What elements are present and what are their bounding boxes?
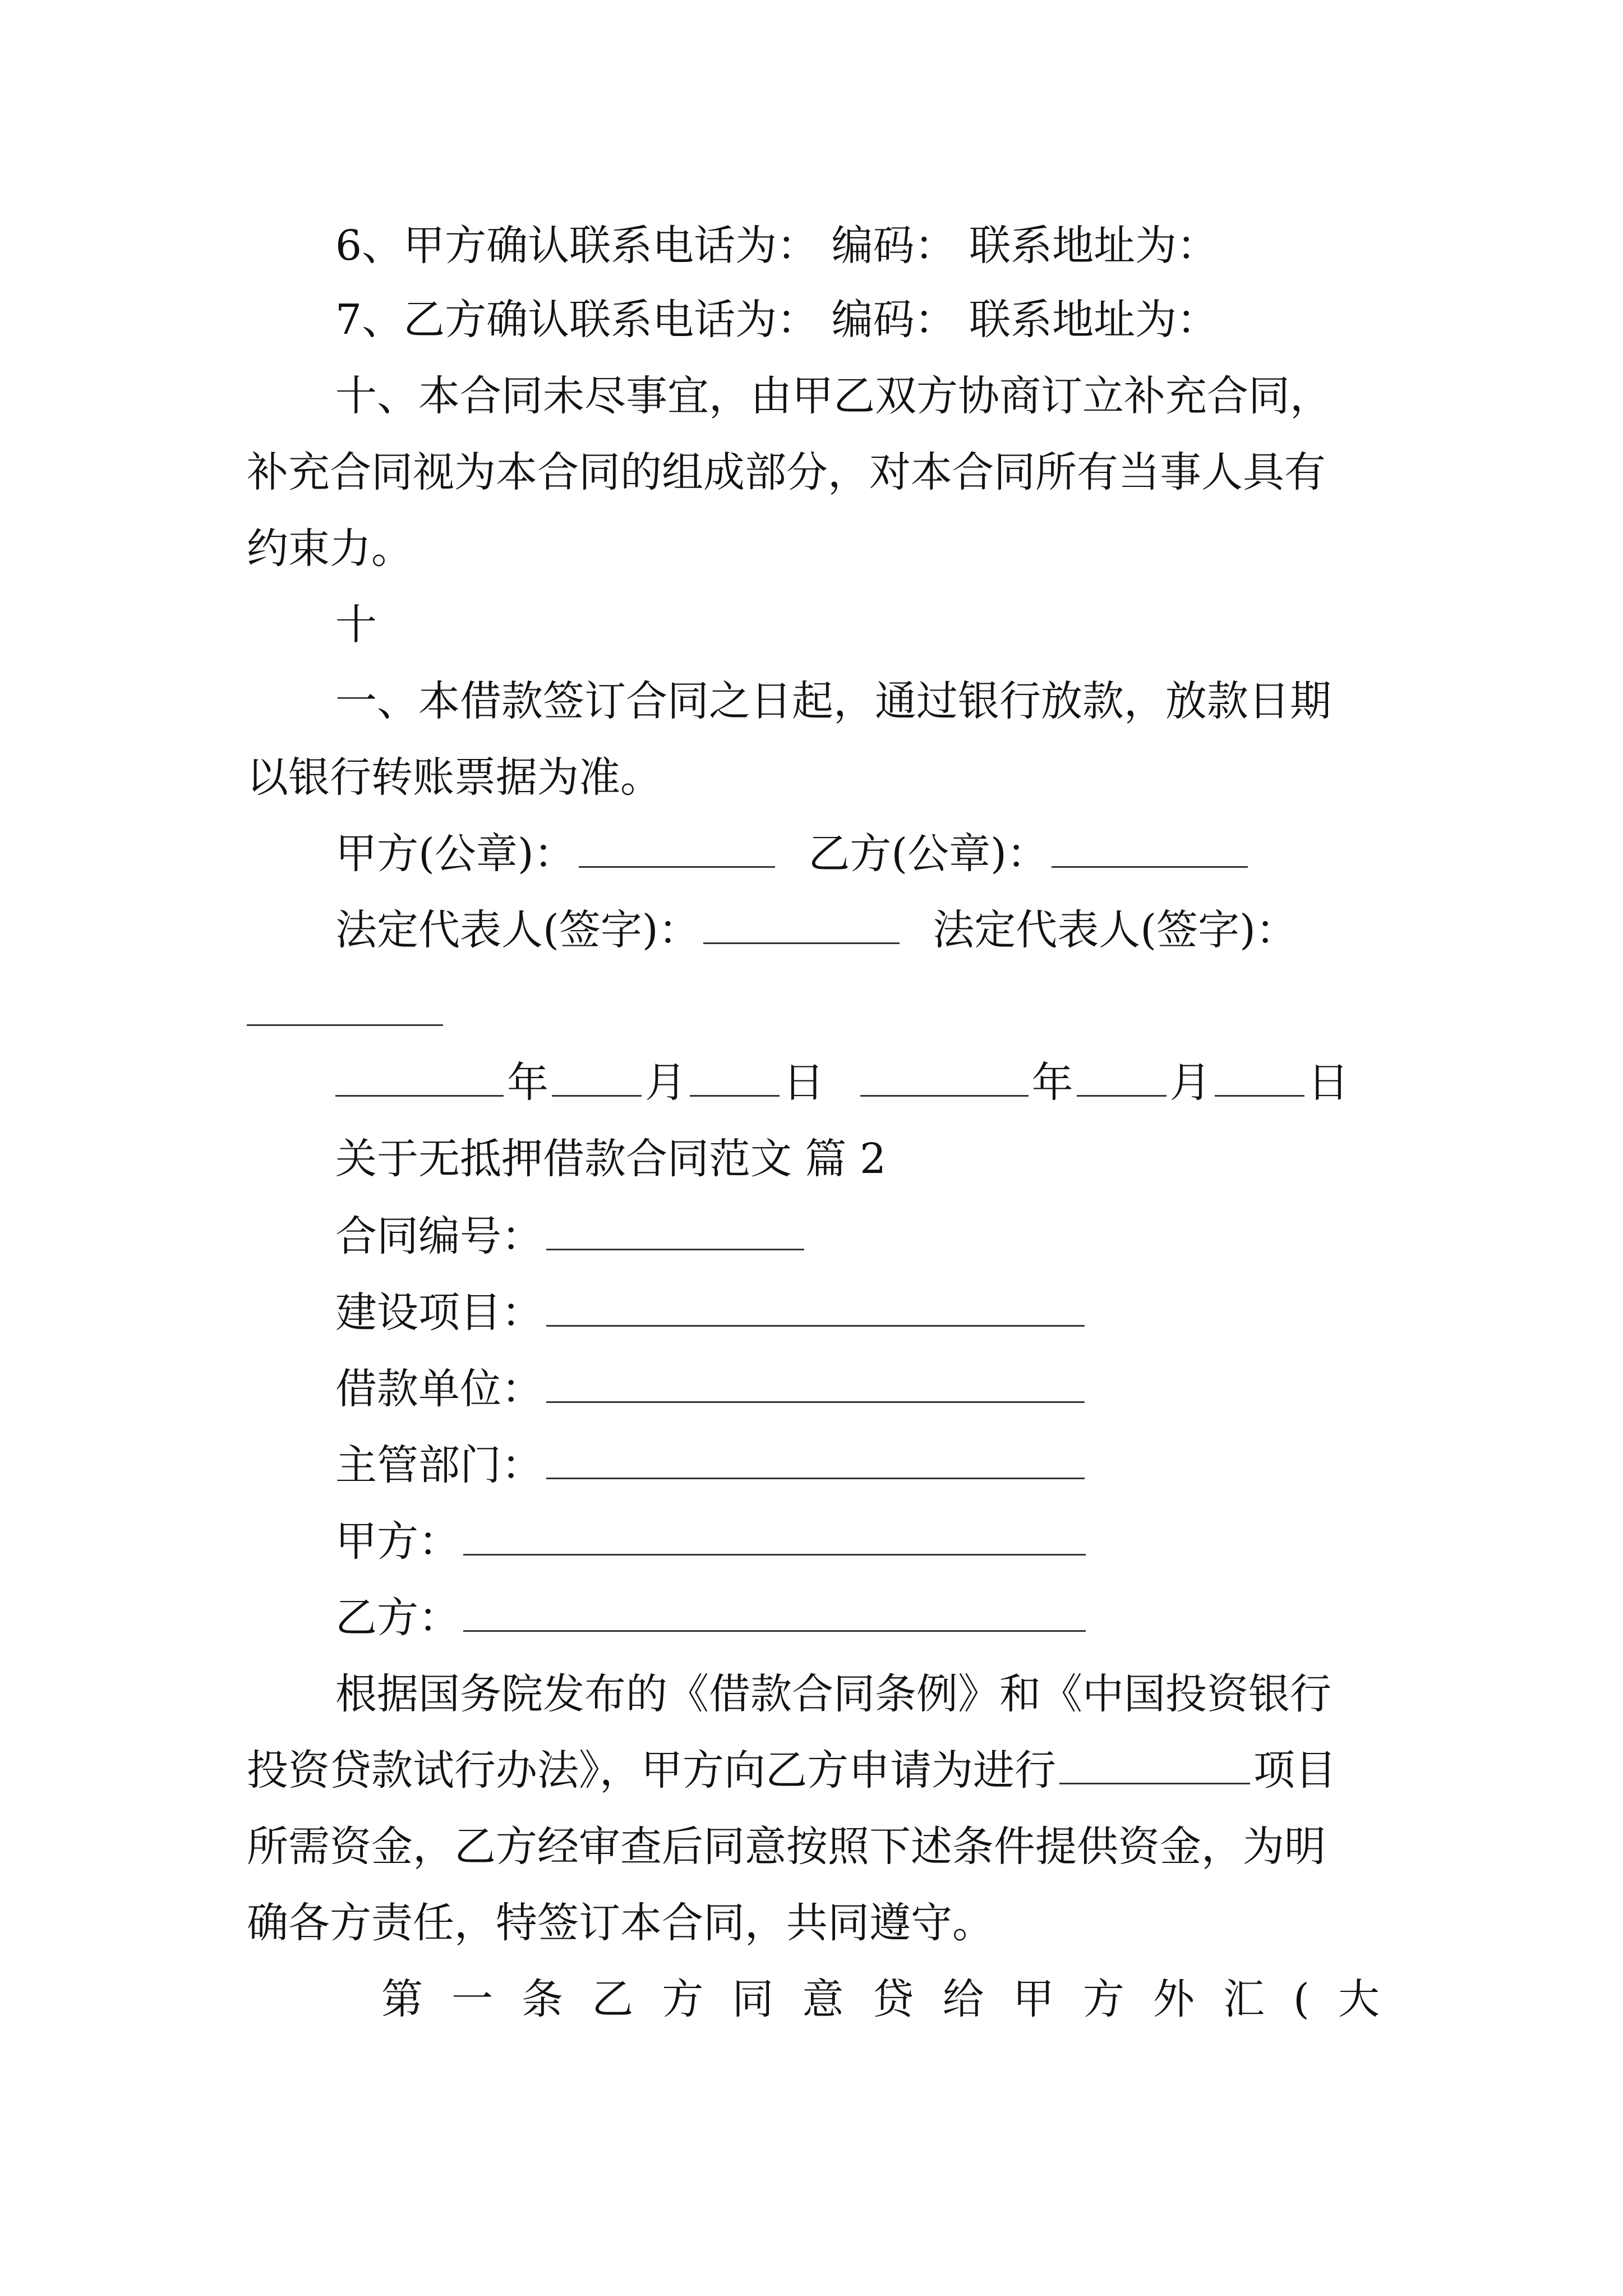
year-b-blank[interactable] xyxy=(860,1059,1029,1097)
department-field xyxy=(335,1437,1088,1493)
month-b-label: 月 xyxy=(1169,1059,1211,1107)
party-b-seal-label: 乙方(公章)： xyxy=(808,830,1049,878)
department-blank[interactable] xyxy=(546,1442,1085,1479)
clause-10-line-2: 补充合同视为本合同的组成部分，对本合同所有当事人具有 xyxy=(247,448,1326,496)
month-a-blank[interactable] xyxy=(552,1059,642,1097)
preamble-line-2 xyxy=(247,1742,1336,1798)
party-a-seal-blank[interactable] xyxy=(579,830,775,868)
preamble-line-3: 所需资金，乙方经审查后同意按照下述条件提供资金，为明 xyxy=(247,1823,1326,1871)
legal-rep-line xyxy=(335,902,1297,958)
clause-10-line-1 xyxy=(335,368,1404,424)
month-a-label: 月 xyxy=(645,1059,686,1107)
day-b-blank[interactable] xyxy=(1215,1059,1304,1097)
clause-6: 6、甲方确认联系电话为： 编码： 联系地址为： xyxy=(335,222,1219,270)
contract-no-blank[interactable] xyxy=(546,1213,804,1250)
preamble-line-1: 根据国务院发布的《借款合同条例》和《中国投资银行 xyxy=(335,1670,1331,1718)
clause-11-line-2: 以银行转账票据为准。 xyxy=(247,753,662,802)
article-1-char: 甲 xyxy=(1012,1975,1054,2023)
borrower-blank[interactable] xyxy=(546,1365,1085,1403)
party-a-field xyxy=(335,1513,1089,1570)
project-name-blank[interactable] xyxy=(1059,1747,1250,1784)
party-a-blank[interactable] xyxy=(463,1518,1086,1556)
clause-10-text-1: 十、本合同未尽事宜，由甲乙双方协商订立补充合同， xyxy=(335,372,1331,420)
article-1-char: 方 xyxy=(662,1975,704,2023)
legal-rep-b-label: 法定代表人(签字)： xyxy=(933,906,1298,954)
clause-7: 7、乙方确认联系电话为： 编码： 联系地址为： xyxy=(335,296,1219,344)
legal-rep-a-blank[interactable] xyxy=(703,907,900,944)
day-a-blank[interactable] xyxy=(690,1059,780,1097)
article-1-char: 汇 xyxy=(1223,1975,1265,2023)
borrower-label: 借款单位： xyxy=(335,1365,543,1413)
party-b-blank[interactable] xyxy=(463,1594,1086,1632)
section-2-title: 关于无抵押借款合同范文 篇 2 xyxy=(335,1135,887,1183)
legal-rep-a-label: 法定代表人(签字)： xyxy=(335,906,700,954)
article-1-char: 贷 xyxy=(872,1975,914,2023)
article-1-line xyxy=(381,1971,1380,2027)
seal-line xyxy=(335,826,1251,882)
article-1-char: 意 xyxy=(802,1975,844,2023)
article-1-char: 外 xyxy=(1152,1975,1195,2023)
article-1-char: 方 xyxy=(1082,1975,1124,2023)
preamble-line-2-text: 投资贷款试行办法》，甲方向乙方申请为进行 xyxy=(247,1746,1056,1795)
legal-rep-b-blank[interactable] xyxy=(247,1024,443,1026)
article-1-char: 大 xyxy=(1338,1975,1380,2023)
year-b-label: 年 xyxy=(1031,1059,1073,1107)
clause-11-number: 十 xyxy=(335,601,377,649)
article-1-char: 条 xyxy=(522,1975,564,2023)
party-b-label: 乙方： xyxy=(335,1594,460,1642)
article-1-char: 同 xyxy=(732,1975,774,2023)
article-1-char: ( xyxy=(1293,1975,1310,2023)
clause-11-line-1: 一、本借款签订合同之日起，通过银行放款，放款日期 xyxy=(335,677,1331,725)
clause-10-line-3: 约束力。 xyxy=(247,524,413,573)
project-field xyxy=(335,1285,1088,1341)
party-b-field xyxy=(335,1590,1089,1646)
party-a-seal-label: 甲方(公章)： xyxy=(335,830,575,878)
department-label: 主管部门： xyxy=(335,1441,543,1489)
day-b-label: 日 xyxy=(1307,1059,1349,1107)
party-b-seal-blank[interactable] xyxy=(1052,830,1248,868)
year-a-label: 年 xyxy=(507,1059,548,1107)
contract-no-label: 合同编号： xyxy=(335,1212,543,1260)
party-a-label: 甲方： xyxy=(335,1517,460,1566)
month-b-blank[interactable] xyxy=(1077,1059,1166,1097)
day-a-label: 日 xyxy=(783,1059,824,1107)
article-1-char: 给 xyxy=(942,1975,984,2023)
article-1-char: 一 xyxy=(451,1975,494,2023)
article-1-char: 乙 xyxy=(592,1975,634,2023)
contract-no-field xyxy=(335,1208,808,1264)
article-1-char: 第 xyxy=(381,1975,423,2023)
project-label: 建设项目： xyxy=(335,1289,543,1337)
preamble-line-2-suffix: 项目 xyxy=(1253,1746,1336,1795)
year-a-blank[interactable] xyxy=(335,1059,504,1097)
date-line xyxy=(335,1055,1349,1111)
borrower-field xyxy=(335,1361,1088,1417)
project-blank[interactable] xyxy=(546,1289,1085,1327)
preamble-line-4: 确各方责任，特签订本合同，共同遵守。 xyxy=(247,1899,994,1947)
